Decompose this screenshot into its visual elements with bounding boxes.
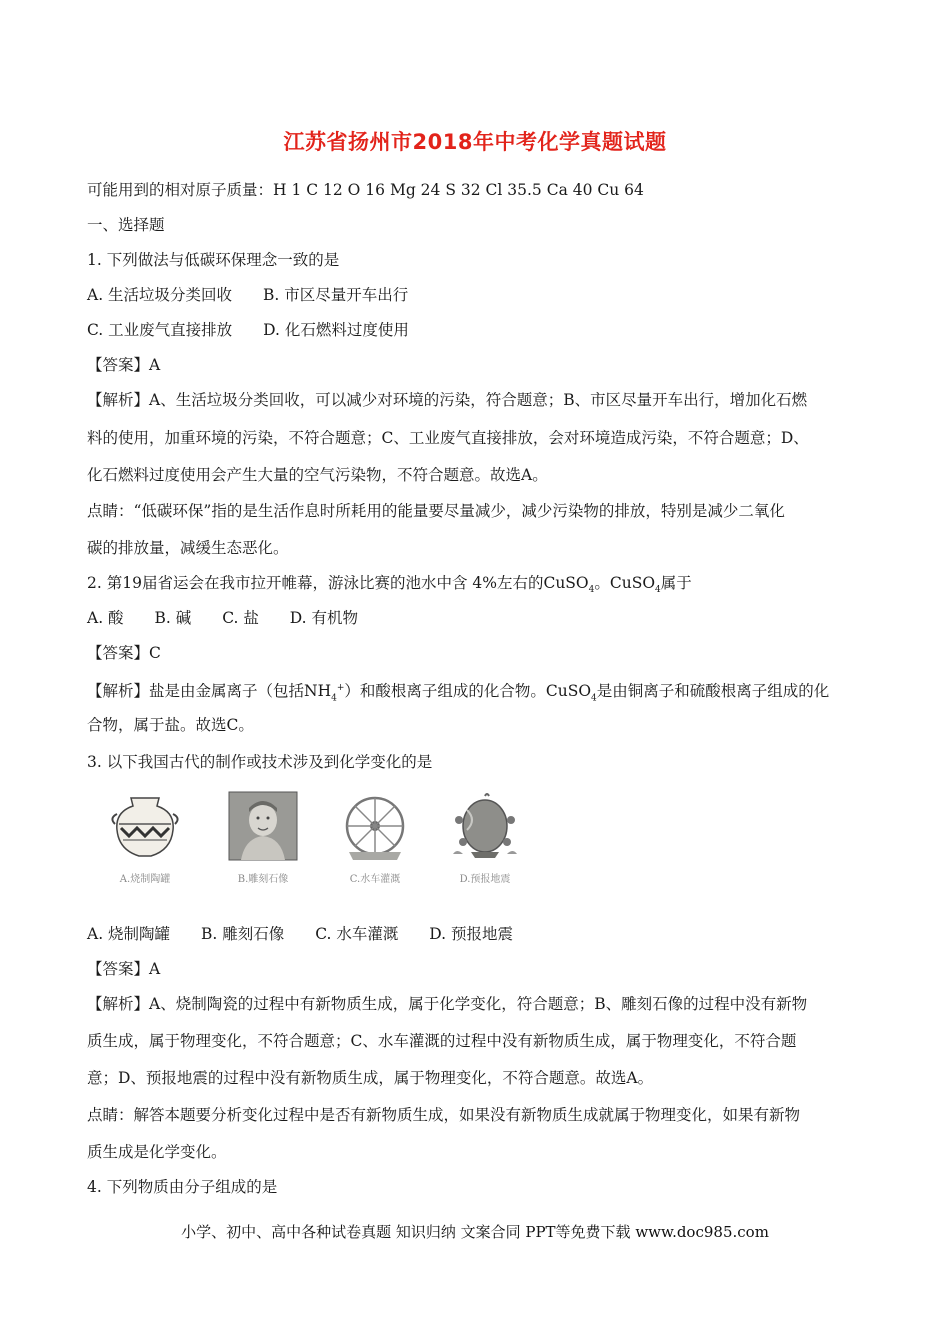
q3-options <box>87 922 877 946</box>
q2-option-b: B. 碱 <box>154 609 192 627</box>
q1-note-line2: 碳的排放量，减缓生态恶化。 <box>87 539 289 557</box>
figure-pottery-jar <box>100 790 190 885</box>
q3-stem: 3. 以下我国古代的制作或技术涉及到化学变化的是 <box>87 753 433 771</box>
page-footer: 小学、初中、高中各种试卷真题 知识归纳 文案合同 PPT等免费下载 www.doc985.com <box>181 1223 769 1241</box>
caption-a: A.烧制陶罐 <box>119 874 171 885</box>
seismoscope-icon <box>447 790 523 866</box>
caption-b: B.雕刻石像 <box>237 874 289 885</box>
q2-analysis-line1 <box>87 676 877 710</box>
q2-option-d: D. 有机物 <box>289 609 359 627</box>
q3-note-line1: 点睛：解答本题要分析变化过程中是否有新物质生成，如果没有新物质生成就属于物理变化，如果有新物 <box>87 1106 801 1124</box>
q3-option-a: A. 烧制陶罐 <box>87 925 171 943</box>
q3-analysis-line1: 【解析】A、烧制陶瓷的过程中有新物质生成，属于化学变化，符合题意；B、雕刻石像的过程中没有新物 <box>87 995 808 1013</box>
q2-analysis-sub1: 4 <box>331 693 337 704</box>
q2-options <box>87 606 877 630</box>
water-wheel-icon <box>339 790 411 862</box>
q2-analysis-part1: 【解析】盐是由金属离子（包括NH <box>87 682 332 701</box>
page-title: 江苏省扬州市2018年中考化学真题试题 <box>283 130 667 154</box>
q2-stem-part3: 属于 <box>660 574 692 592</box>
q2-stem-sub1: 4 <box>588 585 595 596</box>
section-heading: 一、选择题 <box>87 216 165 234</box>
atomic-masses: 可能用到的相对原子质量：H 1 C 12 O 16 Mg 24 S 32 Cl 35.5 Ca 40 Cu 64 <box>87 181 644 199</box>
q3-figures <box>100 790 530 890</box>
q1-option-a: A. 生活垃圾分类回收 <box>87 286 233 304</box>
q2-analysis-sup1: + <box>336 683 345 693</box>
q2-stem <box>87 571 877 602</box>
q1-options-row1 <box>87 283 877 307</box>
q3-option-c: C. 水车灌溉 <box>315 925 399 943</box>
q2-option-c: C. 盐 <box>222 609 259 627</box>
q2-stem-sub2: 4 <box>655 585 661 596</box>
q3-option-b: B. 雕刻石像 <box>201 925 285 943</box>
q3-analysis-line3: 意；D、预报地震的过程中没有新物质生成，属于物理变化，不符合题意。故选A。 <box>87 1069 654 1087</box>
q2-stem-part1: 2. 第19届省运会在我市拉开帷幕，游泳比赛的池水中含 4%左右的CuSO <box>87 574 589 592</box>
q2-stem-part2: 。CuSO <box>594 574 656 592</box>
caption-d: D.预报地震 <box>459 874 511 885</box>
q1-stem: 1. 下列做法与低碳环保理念一致的是 <box>87 251 340 269</box>
q3-option-d: D. 预报地震 <box>429 925 514 943</box>
q3-analysis-line2: 质生成，属于物理变化，不符合题意；C、水车灌溉的过程中没有新物质生成，属于物理变化，不符合题 <box>87 1032 797 1050</box>
figure-water-wheel <box>330 790 420 885</box>
q1-note-line1: 点睛：“低碳环保”指的是生活作息时所耗用的能量要尽量减少，减少污染物的排放，特别是减少二氧化 <box>87 502 785 520</box>
figure-seismoscope <box>440 790 530 885</box>
q1-analysis-line2: 料的使用，加重环境的污染，不符合题意；C、工业废气直接排放，会对环境造成污染，不符合题意；D、 <box>87 429 809 447</box>
q2-answer: 【答案】C <box>87 644 161 662</box>
q1-analysis-line1: 【解析】A、生活垃圾分类回收，可以减少对环境的污染，符合题意；B、市区尽量开车出行，增加化石燃 <box>87 391 808 409</box>
q1-option-d: D. 化石燃料过度使用 <box>263 321 409 339</box>
q1-analysis-line3: 化石燃料过度使用会产生大量的空气污染物，不符合题意。故选A。 <box>87 466 548 484</box>
q2-analysis-part2: ）和酸根离子组成的化合物。CuSO <box>344 682 592 701</box>
q2-option-a: A. 酸 <box>87 609 124 627</box>
q4-stem: 4. 下列物质由分子组成的是 <box>87 1178 278 1196</box>
q3-answer: 【答案】A <box>87 960 161 978</box>
stone-statue-icon <box>227 790 299 862</box>
pottery-jar-icon <box>105 790 185 862</box>
q1-options-row2 <box>87 318 877 342</box>
q1-answer: 【答案】A <box>87 356 161 374</box>
caption-c: C.水车灌溉 <box>349 874 401 885</box>
q2-analysis-sub2: 4 <box>591 693 597 704</box>
q1-option-b: B. 市区尽量开车出行 <box>263 286 409 304</box>
q2-analysis-line2: 合物，属于盐。故选C。 <box>87 716 254 734</box>
figure-stone-statue <box>218 790 308 885</box>
q2-analysis-part3: 是由铜离子和硫酸根离子组成的化 <box>596 682 830 701</box>
q1-option-c: C. 工业废气直接排放 <box>87 321 233 339</box>
q3-note-line2: 质生成是化学变化。 <box>87 1143 227 1161</box>
